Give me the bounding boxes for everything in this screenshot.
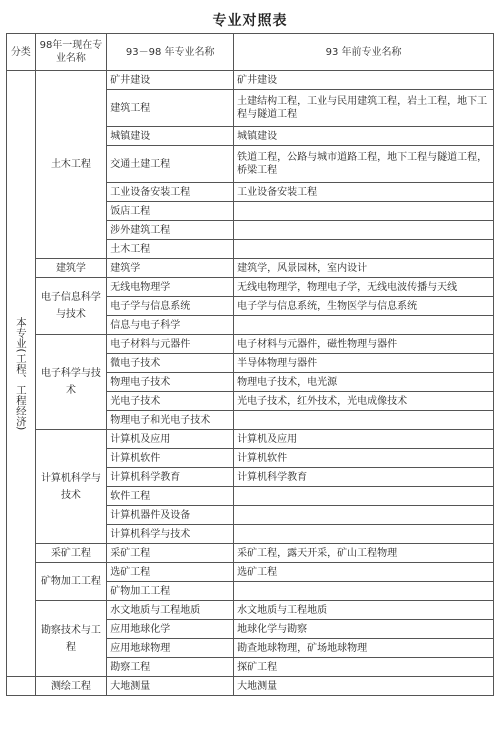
major-before-93-cell: 无线电物理学，物理电子学，无线电波传播与天线: [234, 278, 494, 297]
major-before-93-cell: [234, 221, 494, 240]
table-row: [7, 259, 494, 278]
major-before-93-cell: 地球化学与勘察: [234, 620, 494, 639]
major-93-98-cell: 计算机科学与技术: [107, 525, 234, 544]
major-before-93-cell: [234, 487, 494, 506]
major-93-98-cell: 工业设备安装工程: [107, 183, 234, 202]
current-major-cell: 土木工程: [35, 71, 107, 259]
major-before-93-cell: 采矿工程，露天开采，矿山工程物理: [234, 544, 494, 563]
major-before-93-cell: 电子学与信息系统，生物医学与信息系统: [234, 297, 494, 316]
major-93-98-cell: 城镇建设: [107, 127, 234, 146]
major-93-98-cell: 无线电物理学: [107, 278, 234, 297]
category-label: 本专业(工程、工程经济): [14, 316, 27, 431]
major-93-98-cell: 土木工程: [107, 240, 234, 259]
header-major-93-98: 93－98 年专业名称: [107, 34, 234, 71]
major-93-98-cell: 物理电子和光电子技术: [107, 411, 234, 430]
major-93-98-cell: 涉外建筑工程: [107, 221, 234, 240]
table-row: [7, 677, 494, 696]
major-before-93-cell: 土建结构工程，工业与民用建筑工程，岩土工程，地下工程与隧道工程: [234, 90, 494, 127]
major-before-93-cell: 计算机软件: [234, 449, 494, 468]
header-row: [7, 34, 494, 71]
major-before-93-cell: 物理电子技术，电光源: [234, 373, 494, 392]
major-before-93-cell: 水文地质与工程地质: [234, 601, 494, 620]
major-93-98-cell: 矿物加工工程: [107, 582, 234, 601]
major-before-93-cell: [234, 525, 494, 544]
current-major-cell: 采矿工程: [35, 544, 107, 563]
major-before-93-cell: 探矿工程: [234, 658, 494, 677]
major-93-98-cell: 信息与电子科学: [107, 316, 234, 335]
major-93-98-cell: 计算机及应用: [107, 430, 234, 449]
major-93-98-cell: 交通土建工程: [107, 146, 234, 183]
major-93-98-cell: 电子学与信息系统: [107, 297, 234, 316]
page-title: 专业对照表: [212, 13, 288, 29]
major-before-93-cell: [234, 202, 494, 221]
major-93-98-cell: 计算机科学教育: [107, 468, 234, 487]
major-93-98-cell: 大地测量: [107, 677, 234, 696]
current-major-cell: 计算机科学与技术: [35, 430, 107, 544]
major-before-93-cell: 建筑学，风景园林，室内设计: [234, 259, 494, 278]
major-93-98-cell: 软件工程: [107, 487, 234, 506]
major-93-98-cell: 微电子技术: [107, 354, 234, 373]
major-before-93-cell: [234, 411, 494, 430]
major-before-93-cell: [234, 506, 494, 525]
major-before-93-cell: 电子材料与元器件，磁性物理与器件: [234, 335, 494, 354]
major-93-98-cell: 应用地球物理: [107, 639, 234, 658]
table-row: [7, 563, 494, 582]
current-major-cell: 电子信息科学与技术: [35, 278, 107, 335]
major-93-98-cell: 应用地球化学: [107, 620, 234, 639]
current-major-cell: 电子科学与技术: [35, 335, 107, 430]
table-row: [7, 601, 494, 620]
current-major-cell: 测绘工程: [35, 677, 107, 696]
major-93-98-cell: 电子材料与元器件: [107, 335, 234, 354]
table-row: [7, 71, 494, 90]
major-before-93-cell: 选矿工程: [234, 563, 494, 582]
major-93-98-cell: 计算机软件: [107, 449, 234, 468]
major-before-93-cell: [234, 316, 494, 335]
major-93-98-cell: 建筑工程: [107, 90, 234, 127]
table-row: [7, 278, 494, 297]
table-row: [7, 335, 494, 354]
major-before-93-cell: 光电子技术，红外技术，光电成像技术: [234, 392, 494, 411]
major-93-98-cell: 光电子技术: [107, 392, 234, 411]
major-before-93-cell: 矿井建设: [234, 71, 494, 90]
major-before-93-cell: [234, 240, 494, 259]
major-93-98-cell: 选矿工程: [107, 563, 234, 582]
major-93-98-cell: 水文地质与工程地质: [107, 601, 234, 620]
major-93-98-cell: 建筑学: [107, 259, 234, 278]
major-before-93-cell: 半导体物理与器件: [234, 354, 494, 373]
current-major-cell: 矿物加工工程: [35, 563, 107, 601]
current-major-cell: 勘察技术与工程: [35, 601, 107, 677]
table-body: [7, 71, 494, 696]
major-before-93-cell: 城镇建设: [234, 127, 494, 146]
header-category: 分类: [7, 34, 36, 71]
header-major-before-93: 93 年前专业名称: [234, 34, 494, 71]
major-93-98-cell: 矿井建设: [107, 71, 234, 90]
major-before-93-cell: 工业设备安装工程: [234, 183, 494, 202]
major-93-98-cell: 勘察工程: [107, 658, 234, 677]
major-before-93-cell: 大地测量: [234, 677, 494, 696]
major-before-93-cell: 计算机及应用: [234, 430, 494, 449]
major-before-93-cell: [234, 582, 494, 601]
category-cell: [7, 71, 36, 677]
major-before-93-cell: 铁道工程，公路与城市道路工程，地下工程与隧道工程，桥梁工程: [234, 146, 494, 183]
major-93-98-cell: 计算机器件及设备: [107, 506, 234, 525]
current-major-cell: 建筑学: [35, 259, 107, 278]
major-93-98-cell: 物理电子技术: [107, 373, 234, 392]
table-row: [7, 430, 494, 449]
table-row: [7, 544, 494, 563]
header-major-since-98: 98年一现在专业名称: [35, 34, 107, 71]
major-93-98-cell: 饭店工程: [107, 202, 234, 221]
major-93-98-cell: 采矿工程: [107, 544, 234, 563]
major-comparison-table: [6, 33, 494, 696]
category-cell-empty: [7, 677, 36, 696]
major-before-93-cell: 计算机科学教育: [234, 468, 494, 487]
major-before-93-cell: 勘查地球物理，矿场地球物理: [234, 639, 494, 658]
